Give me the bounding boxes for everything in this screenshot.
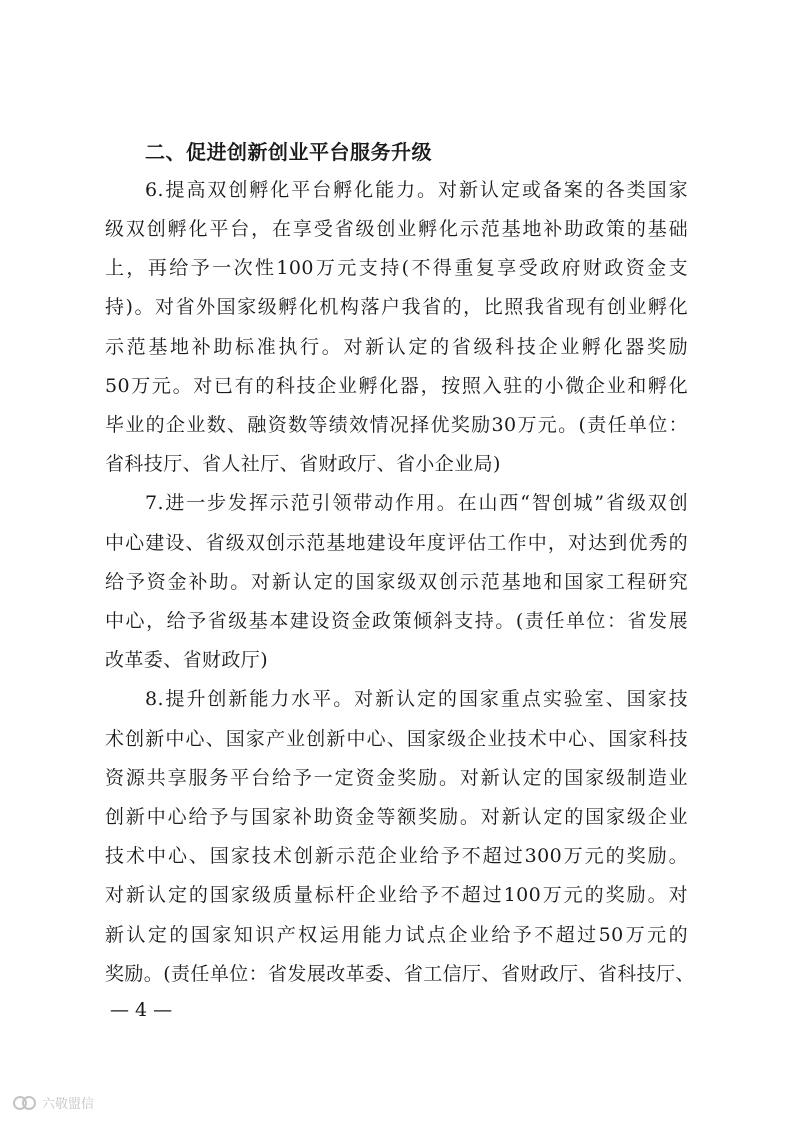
paragraph-line: 持)。对省外国家级孵化机构落户我省的，比照我省现有创业孵化 [105,296,688,318]
paragraph-line: 毕业的企业数、融资数等绩效情况择优奖励30万元。(责任单位： [105,414,688,436]
paragraph-line: 给予资金补助。对新认定的国家级双创示范基地和国家工程研究 [105,571,688,593]
paragraph-line: 奖励。(责任单位：省发展改革委、省工信厅、省财政厅、省科技厅、 [105,963,695,985]
paragraph-line: 新认定的国家知识产权运用能力试点企业给予不超过50万元的 [105,924,688,946]
watermark-text: 六敬盟信 [42,1097,95,1112]
paragraph-line: 省科技厅、省人社厅、省财政厅、省小企业局) [105,453,501,475]
section-heading: 二、促进创新创业平台服务升级 [145,140,432,164]
watermark-logo-icon [12,1094,38,1112]
paragraph-line: 对新认定的国家级质量标杆企业给予不超过100万元的奖励。对 [105,884,688,906]
paragraph-line: 50万元。对已有的科技企业孵化器，按照入驻的小微企业和孵化 [105,375,688,397]
paragraph-line: 资源共享服务平台给予一定资金奖励。对新认定的国家级制造业 [105,767,688,789]
paragraph-line: 8.提升创新能力水平。对新认定的国家重点实验室、国家技 [145,688,688,710]
paragraph-line: 技术中心、国家技术创新示范企业给予不超过300万元的奖励。 [105,845,688,867]
paragraph-line: 改革委、省财政厅) [105,649,269,671]
paragraph-line: 6.提高双创孵化平台孵化能力。对新认定或备案的各类国家 [145,179,688,201]
page-number: — 4 — [110,999,173,1021]
paragraph-line: 中心，给予省级基本建设资金政策倾斜支持。(责任单位：省发展 [105,610,688,632]
paragraph-line: 7.进一步发挥示范引领带动作用。在山西“智创城”省级双创 [145,492,688,514]
paragraph-line: 示范基地补助标准执行。对新认定的省级科技企业孵化器奖励 [105,336,688,358]
paragraph-line: 级双创孵化平台，在享受省级创业孵化示范基地补助政策的基础 [105,218,688,240]
watermark [12,1093,94,1112]
paragraph-line: 中心建设、省级双创示范基地建设年度评估工作中，对达到优秀的 [105,532,688,554]
paragraph-line: 上，再给予一次性100万元支持(不得重复享受政府财政资金支 [105,257,688,279]
paragraph-line: 创新中心给予与国家补助资金等额奖励。对新认定的国家级企业 [105,806,688,828]
paragraph-line: 术创新中心、国家产业创新中心、国家级企业技术中心、国家科技 [105,728,688,750]
